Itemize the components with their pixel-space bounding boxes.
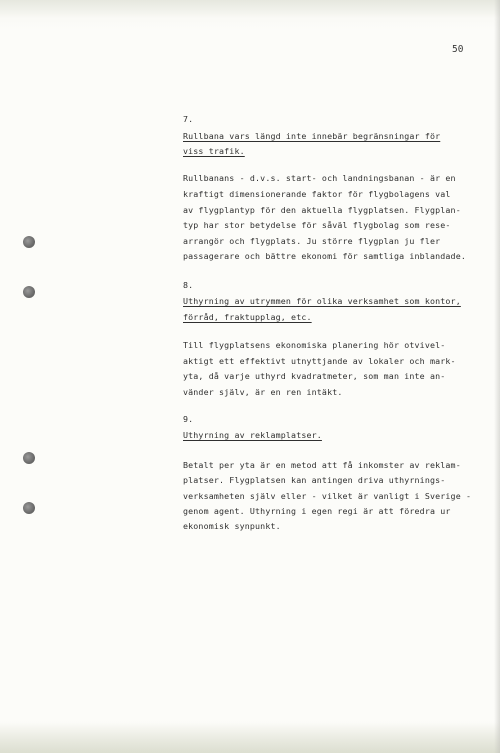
body-line: Betalt per yta är en metod att få inkomster av reklam- <box>183 460 461 470</box>
body-line: yta, då varje uthyrd kvadratmeter, som man inte an- <box>183 371 446 381</box>
body-line: Till flygplatsens ekonomiska planering hör otvivel- <box>183 340 446 350</box>
body-line: kraftigt dimensionerande faktor för flygbolagens val <box>183 189 451 199</box>
body-line: typ har stor betydelse för såväl flygbolag som rese- <box>183 220 451 230</box>
section-number: 8. <box>183 280 194 290</box>
punch-hole-2 <box>23 286 35 298</box>
section-heading: förråd, fraktupplag, etc. <box>183 312 312 322</box>
page-number: 50 <box>452 44 464 55</box>
section-number: 7. <box>183 114 194 124</box>
punch-hole-1 <box>23 236 35 248</box>
scan-edge-top <box>0 0 500 18</box>
body-line: genom agent. Uthyrning i egen regi är att föredra ur <box>183 506 451 516</box>
body-line: vänder själv, är en ren intäkt. <box>183 387 343 397</box>
section-heading: Uthyrning av reklamplatser. <box>183 430 322 440</box>
scan-edge-bottom <box>0 723 500 753</box>
section-heading: viss trafik. <box>183 146 245 156</box>
body-line: verksamheten själv eller - vilket är vanligt i Sverige - <box>183 491 472 501</box>
body-line: passagerare och bättre ekonomi för samtliga inblandade. <box>183 251 466 261</box>
section-heading: Uthyrning av utrymmen för olika verksamhet som kontor, <box>183 296 461 306</box>
body-line: Rullbanans - d.v.s. start- och landningsbanan - är en <box>183 173 456 183</box>
body-line: av flygplantyp för den aktuella flygplatsen. Flygplan- <box>183 205 461 215</box>
scan-edge-right <box>494 0 500 753</box>
body-line: platser. Flygplatsen kan antingen driva uthyrnings- <box>183 475 446 485</box>
punch-hole-4 <box>23 502 35 514</box>
punch-hole-3 <box>23 452 35 464</box>
body-line: aktigt ett effektivt utnyttjande av lokaler och mark- <box>183 356 456 366</box>
body-line: arrangör och flygplats. Ju större flygplan ju fler <box>183 236 441 246</box>
body-line: ekonomisk synpunkt. <box>183 521 281 531</box>
section-heading: Rullbana vars längd inte innebär begränsningar för <box>183 131 441 141</box>
section-number: 9. <box>183 414 194 424</box>
